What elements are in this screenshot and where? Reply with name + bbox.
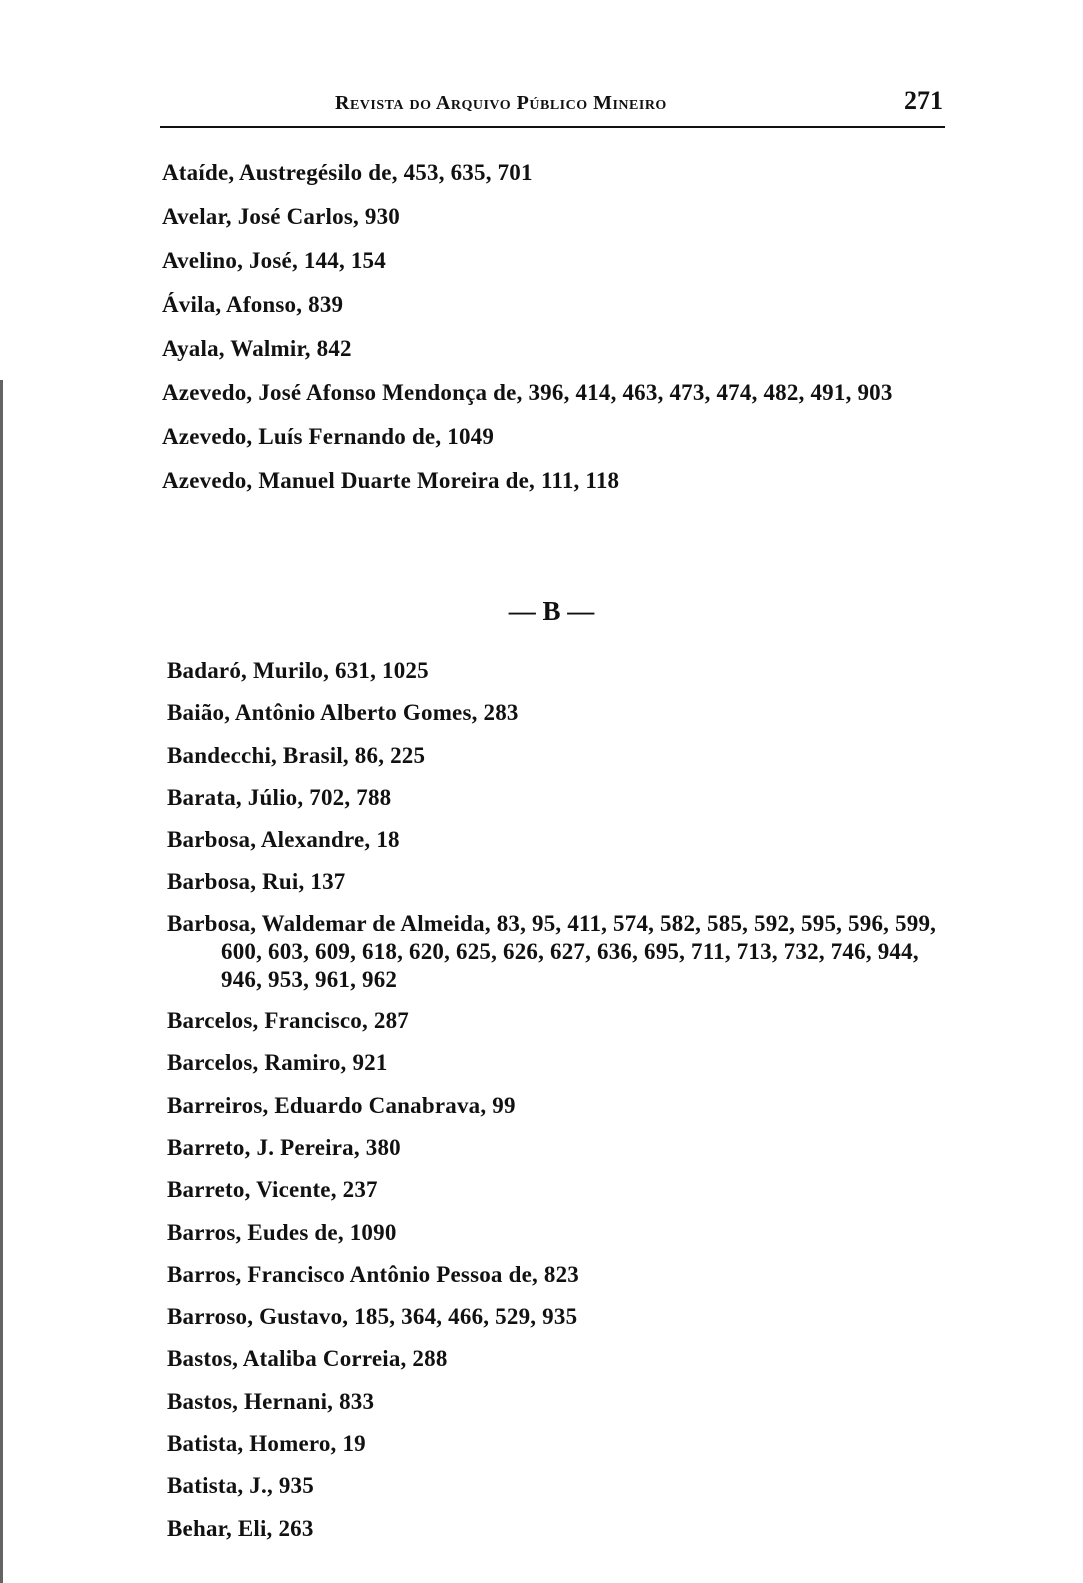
index-entry: Azevedo, Luís Fernando de, 1049 [162,424,495,449]
index-entry: Bastos, Hernani, 833 [167,1388,375,1414]
index-entry: Azevedo, José Afonso Mendonça de, 396, 414, 463, 473, 474, 482, 491, 903 [162,380,893,405]
index-entry: Batista, J., 935 [167,1473,314,1499]
index-entry: Azevedo, Manuel Duarte Moreira de, 111, 118 [162,468,620,493]
index-entry: Bandecchi, Brasil, 86, 225 [167,742,426,768]
index-entry: Ávila, Afonso, 839 [162,292,344,317]
index-entry: Barros, Eudes de, 1090 [167,1219,397,1245]
index-entry: Barroso, Gustavo, 185, 364, 466, 529, 935 [167,1304,578,1330]
binding-edge [0,380,9,1583]
index-entry: Barros, Francisco Antônio Pessoa de, 823 [167,1261,579,1287]
index-entry: Bastos, Ataliba Correia, 288 [167,1346,448,1372]
index-entry: Barreto, J. Pereira, 380 [167,1134,401,1160]
index-entry: Badaró, Murilo, 631, 1025 [167,658,429,683]
index-entry: Barbosa, Alexandre, 18 [167,827,400,853]
index-section-b [167,656,957,1556]
running-header [160,84,945,128]
index-section-a [162,158,952,510]
index-entry: Barata, Júlio, 702, 788 [167,784,392,810]
section-heading-b: — B — [508,596,595,626]
index-entry: Ayala, Walmir, 842 [162,336,352,361]
index-entry: Barcelos, Francisco, 287 [167,1008,409,1034]
index-entry: Baião, Antônio Alberto Gomes, 283 [167,700,519,726]
index-entry: Avelar, José Carlos, 930 [162,204,400,229]
index-entry: Behar, Eli, 263 [167,1515,314,1541]
page-number: 271 [904,86,943,115]
index-entry: Batista, Homero, 19 [167,1431,366,1457]
index-entry: Barbosa, Rui, 137 [167,869,346,895]
index-entry: Barbosa, Waldemar de Almeida, 83, 95, 411, 574, 582, 585, 592, 595, 596, 599, 600, 603, 609, 618, 620, 625, 626, 627, 636, 695, 711, 713, 732, 746, 944, 946, 953, 961, 962 [167,910,943,992]
index-entry: Barreto, Vicente, 237 [167,1177,378,1203]
index-entry: Barreiros, Eduardo Canabrava, 99 [167,1092,516,1118]
index-entry: Avelino, José, 144, 154 [162,248,386,273]
journal-title: Revista do Arquivo Público Mineiro [335,92,667,114]
index-entry: Ataíde, Austregésilo de, 453, 635, 701 [162,160,533,185]
index-entry: Barcelos, Ramiro, 921 [167,1050,388,1076]
